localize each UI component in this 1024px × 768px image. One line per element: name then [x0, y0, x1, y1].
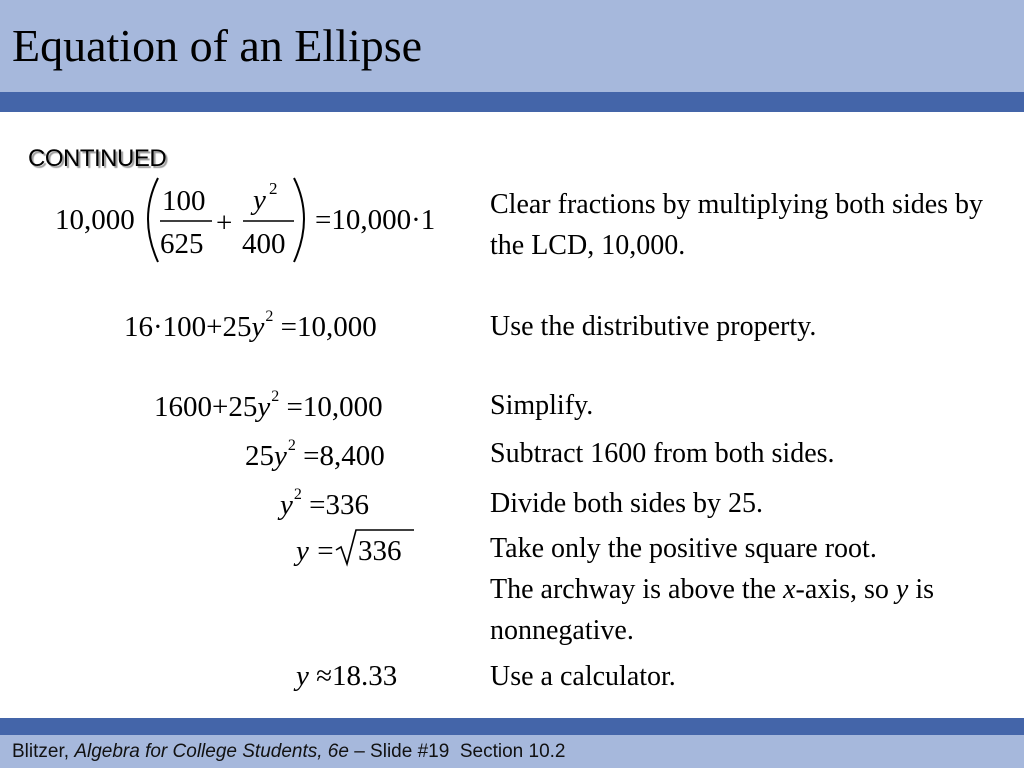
equation-2 [124, 308, 377, 343]
continued-label: CONTINUED [28, 145, 167, 172]
equation-3 [154, 388, 383, 423]
step-3-text: Simplify. [490, 390, 594, 421]
eq1-lhs-factor: 10,000 [55, 204, 135, 236]
equation-6 [292, 524, 432, 570]
step-6-text [490, 528, 1010, 651]
equation-5 [280, 486, 369, 521]
eq1-rhs: =10,000·1 [315, 204, 436, 236]
title-accent-stripe [0, 92, 1024, 112]
footer-author: Blitzer, [12, 741, 75, 762]
eq1-frac2-numerator-var: y [253, 184, 266, 216]
eq1-frac1-numerator: 100 [162, 185, 206, 217]
footer-slide-info: – Slide #19 Section 10.2 [348, 741, 566, 762]
eq1-right-paren [294, 178, 304, 262]
step-6-line-1: Take only the positive square root. [490, 533, 877, 564]
eq5-var: y [280, 489, 293, 521]
step-5-text: Divide both sides by 25. [490, 488, 763, 519]
step-6-part-a: The archway is above the [490, 574, 784, 605]
step-4-text: Subtract 1600 from both sides. [490, 438, 835, 469]
eq2-exp: 2 [265, 308, 274, 325]
eq1-frac2-denominator: 400 [242, 228, 286, 260]
eq4-var: y [274, 440, 287, 472]
eq7-var: y [296, 660, 309, 692]
step-6-part-c: is nonnegative. [490, 574, 934, 646]
eq2-rhs: =10,000 [273, 311, 377, 343]
eq1-frac2-numerator-exp: 2 [269, 179, 278, 198]
equation-4 [245, 437, 385, 472]
eq3-exp: 2 [271, 388, 280, 405]
eq1-left-paren [148, 178, 158, 262]
step-6-x-var: x [783, 574, 796, 605]
eq2-lead: 16·100+25 [124, 311, 252, 343]
step-1-text: Clear fractions by multiplying both sides by the LCD, 10,000. [490, 189, 984, 261]
eq1-plus: + [216, 207, 233, 239]
footer-citation [12, 741, 565, 763]
eq6-equals: = [310, 535, 341, 567]
eq6-radicand: 336 [358, 535, 402, 567]
step-2-text: Use the distributive property. [490, 311, 817, 342]
step-6-explanation [490, 569, 1010, 651]
footer-book-title: Algebra for College Students, 6e [74, 741, 349, 762]
slide-title: Equation of an Ellipse [12, 20, 423, 71]
eq5-rhs: =336 [301, 489, 369, 521]
eq1-frac1-denominator: 625 [160, 228, 204, 260]
eq3-rhs: =10,000 [279, 391, 383, 423]
eq7-rel: ≈18.33 [308, 660, 398, 692]
eq2-var: y [251, 311, 265, 343]
eq5-exp: 2 [293, 486, 302, 503]
eq6-var: y [296, 535, 309, 567]
step-7-text: Use a calculator. [490, 661, 676, 692]
footer-accent-stripe [0, 718, 1024, 735]
eq4-rhs: =8,400 [295, 440, 385, 472]
eq4-exp: 2 [287, 437, 296, 454]
step-6-part-b: -axis, so [795, 574, 896, 605]
equation-7 [296, 662, 397, 691]
eq3-lead: 1600+25 [154, 391, 258, 423]
step-6-y-var: y [895, 574, 909, 605]
eq3-var: y [257, 391, 271, 423]
equation-1 [50, 172, 470, 268]
eq4-lead: 25 [245, 440, 274, 472]
